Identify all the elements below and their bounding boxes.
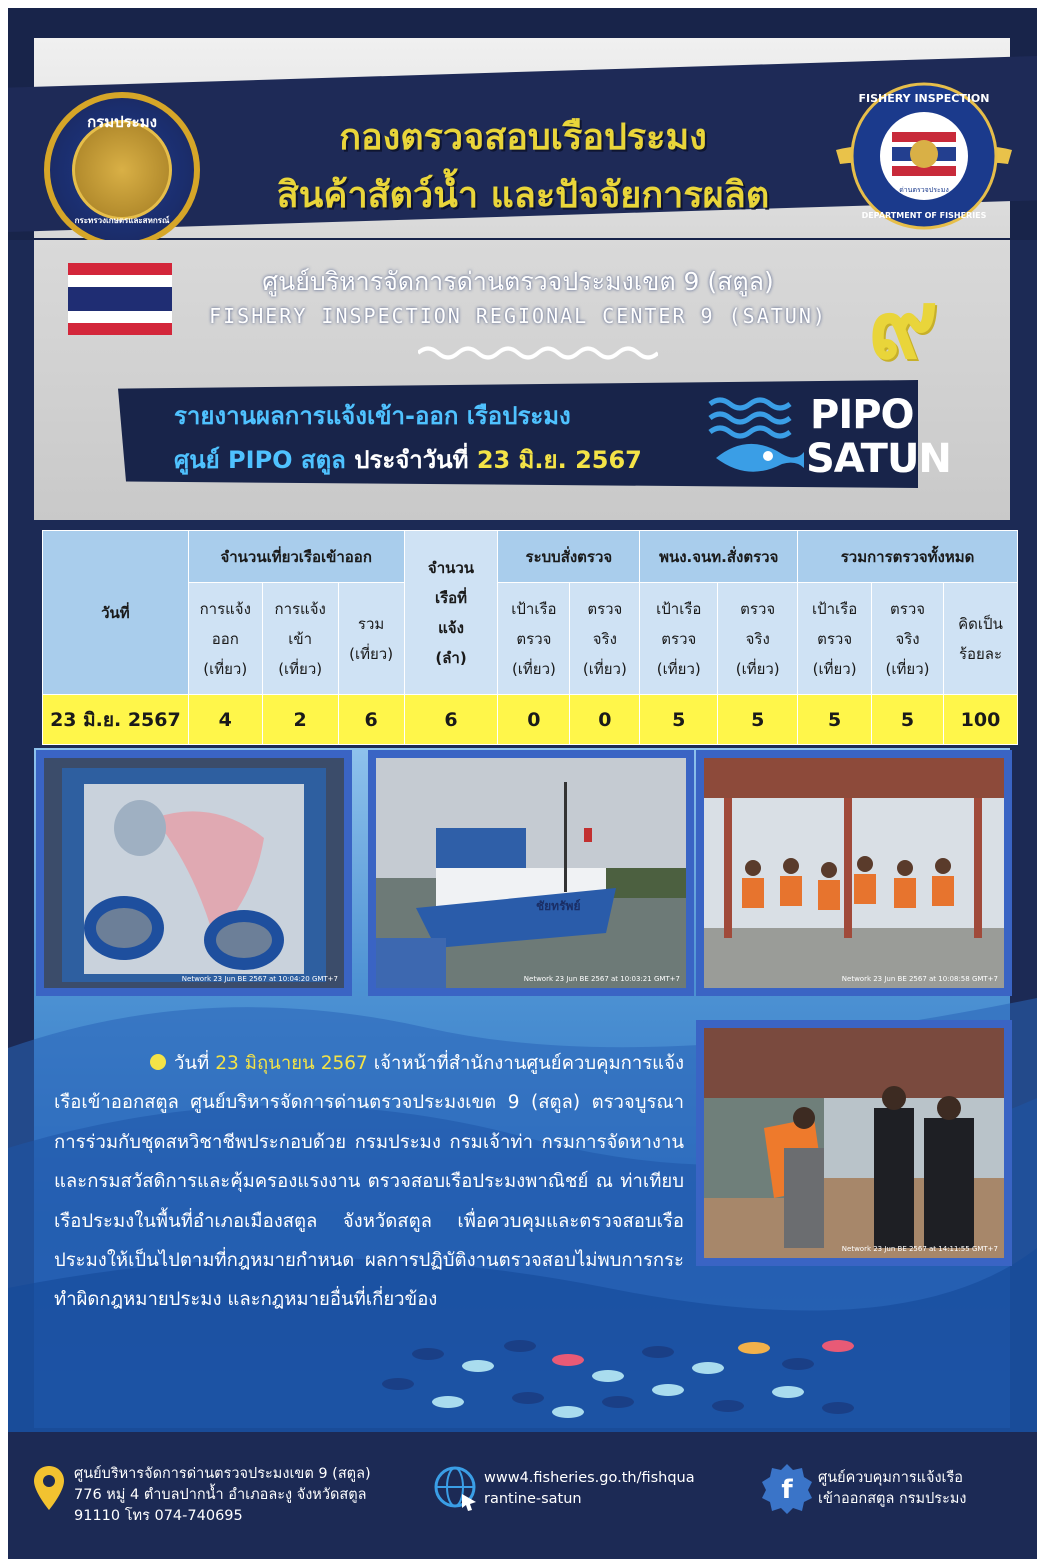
header-tot-target bbox=[798, 583, 872, 695]
report-daily-label: ประจำวันที่ bbox=[345, 446, 469, 474]
footer-facebook[interactable] bbox=[818, 1468, 967, 1510]
footer-website-l1[interactable]: www4.fisheries.go.th/fishqua bbox=[484, 1470, 695, 1486]
header-sys-actual bbox=[570, 583, 640, 695]
report-title: รายงานผลการแจ้งเข้า-ออก เรือประมง bbox=[174, 402, 571, 430]
header-total-group: รวมการตรวจทั้งหมด bbox=[798, 531, 1018, 583]
header-sys-actual-l3: (เที่ยว) bbox=[582, 659, 627, 678]
seal-bottom-text: กระทรวงเกษตรและสหกรณ์ bbox=[74, 216, 170, 225]
header-boats bbox=[404, 531, 498, 695]
pipo-satun-logo bbox=[708, 392, 951, 484]
header-in-l3: (เที่ยว) bbox=[278, 659, 323, 678]
header-title-line1: กองตรวจสอบเรือประมง bbox=[339, 117, 707, 158]
footer-facebook-l2[interactable]: เข้าออกสตูล กรมประมง bbox=[818, 1491, 967, 1507]
header-sys-target-l1: เป้าเรือ bbox=[511, 599, 557, 618]
location-pin-icon bbox=[34, 1466, 64, 1510]
header-off-actual bbox=[718, 583, 798, 695]
fish-hold-photo bbox=[44, 758, 344, 988]
report-paragraph bbox=[54, 1044, 684, 1320]
header bbox=[8, 8, 1037, 240]
header-system-group: ระบบสั่งตรวจ bbox=[498, 531, 640, 583]
cell-date: 23 มิ.ย. 2567 bbox=[43, 695, 189, 745]
header-out-l1: การแจ้ง bbox=[199, 599, 251, 618]
header-tot-target-l3: (เที่ยว) bbox=[812, 659, 857, 678]
header-off-target-l1: เป้าเรือ bbox=[656, 599, 702, 618]
seal-top-text: กรมประมง bbox=[87, 113, 157, 131]
header-sys-target bbox=[498, 583, 570, 695]
document-check-photo bbox=[704, 1028, 1004, 1258]
seal-emblem-icon bbox=[72, 120, 172, 220]
cell-pct: 100 bbox=[943, 695, 1017, 745]
cell-sum: 6 bbox=[338, 695, 404, 745]
header-sys-actual-l1: ตรวจ bbox=[587, 599, 623, 618]
globe-web-icon bbox=[434, 1466, 480, 1512]
footer-website-l2[interactable]: rantine-satun bbox=[484, 1491, 582, 1507]
header-in-l1: การแจ้ง bbox=[274, 599, 326, 618]
header-pct-l1: คิดเป็น bbox=[958, 614, 1003, 633]
inspection-summary-table bbox=[42, 530, 1018, 745]
photo-2-timestamp: Network 23 Jun BE 2567 at 10:03:21 GMT+7 bbox=[523, 975, 680, 983]
cell-in: 2 bbox=[262, 695, 338, 745]
header-tot-actual bbox=[872, 583, 944, 695]
cell-sys-actual: 0 bbox=[570, 695, 640, 745]
photo-1-timestamp: Network 23 Jun BE 2567 at 10:04:20 GMT+7 bbox=[181, 975, 338, 983]
thai-flag-icon bbox=[68, 263, 172, 335]
photo-3-timestamp: Network 23 Jun BE 2567 at 10:08:58 GMT+7 bbox=[841, 975, 998, 983]
report-date: 23 มิ.ย. 2567 bbox=[468, 446, 642, 474]
report-center-name: ศูนย์ PIPO สตูล bbox=[174, 446, 346, 474]
center-name-english: FISHERY INSPECTION REGIONAL CENTER 9 (SATUN) bbox=[209, 304, 827, 328]
header-off-target bbox=[640, 583, 718, 695]
header-sum-l2: (เที่ยว) bbox=[349, 644, 394, 663]
footer-address bbox=[74, 1464, 371, 1527]
cell-off-actual: 5 bbox=[718, 695, 798, 745]
header-boats-l4: (ลำ) bbox=[435, 648, 467, 667]
header-pct-l2: ร้อยละ bbox=[958, 644, 1003, 663]
cell-tot-actual: 5 bbox=[872, 695, 944, 745]
badge-top-text: FISHERY INSPECTION bbox=[858, 92, 990, 105]
header-sys-target-l2: ตรวจ bbox=[516, 629, 552, 648]
paragraph-body: เจ้าหน้าที่สำนักงานศูนย์ควบคุมการแจ้งเรือเข้าออกสตูล ศูนย์บริหารจัดการด่านตรวจประมงเขต 9 (สตูล) ตรวจบูรณาการร่วมกับชุดสหวิชาชีพประกอบด้วย กรมประมง กรมเจ้าท่า กรมการจัดหางาน และกรมสวัสดิการและคุ้มครองแรงงาน ตรวจสอบเรือประมงพาณิชย์ ณ ท่าเทียบเรือประมงในพื้นที่อำเภอเมืองสตูล จังหวัดสตูล เพื่อควบคุมและตรวจสอบเรือประมงให้เป็นไปตามที่กฎหมายกำหนด ผลการปฏิบัติงานตรวจสอบไม่พบการกระทำผิดกฎหมายประมง และกฎหมายอื่นที่เกี่ยวข้อง bbox=[54, 1053, 684, 1311]
header-off-target-l2: ตรวจ bbox=[661, 629, 697, 648]
header-off-actual-l1: ตรวจ bbox=[740, 599, 776, 618]
photo-fishing-boat bbox=[368, 750, 694, 996]
footer-address-l2: 776 หมู่ 4 ตำบลปากน้ำ อำเภอละงู จังหวัดสตูล bbox=[74, 1487, 367, 1503]
header-pct bbox=[943, 583, 1017, 695]
header-boats-l2: เรือที่ bbox=[434, 588, 468, 607]
photo-fish-hold bbox=[36, 750, 352, 996]
header-out-l2: ออก bbox=[211, 629, 239, 648]
photo-4-timestamp: Network 23 Jun BE 2567 at 14:11:55 GMT+7 bbox=[841, 1245, 998, 1253]
header-in-l2: เข้า bbox=[288, 629, 313, 648]
header-trips-group: จำนวนเที่ยวเรือเข้าออก bbox=[188, 531, 404, 583]
header-boats-l1: จำนวน bbox=[427, 558, 475, 577]
header-off-target-l3: (เที่ยว) bbox=[656, 659, 701, 678]
header-sum bbox=[338, 583, 404, 695]
header-sys-actual-l2: จริง bbox=[592, 629, 617, 648]
cell-out: 4 bbox=[188, 695, 262, 745]
header-off-actual-l2: จริง bbox=[745, 629, 770, 648]
cell-sys-target: 0 bbox=[498, 695, 570, 745]
wave-divider-icon bbox=[418, 344, 658, 362]
header-tot-target-l2: ตรวจ bbox=[817, 629, 853, 648]
boat-name-text: ชัยทรัพย์ bbox=[536, 899, 581, 913]
table-row bbox=[43, 695, 1018, 745]
header-title-line2: สินค้าสัตว์น้ำ และปัจจัยการผลิต bbox=[276, 175, 770, 216]
header-in bbox=[262, 583, 338, 695]
poster bbox=[8, 8, 1037, 1559]
header-sys-target-l3: (เที่ยว) bbox=[511, 659, 556, 678]
header-off-actual-l3: (เที่ยว) bbox=[735, 659, 780, 678]
cell-boats: 6 bbox=[404, 695, 498, 745]
center-name-thai: ศูนย์บริหารจัดการด่านตรวจประมงเขต 9 (สตูล) bbox=[262, 267, 774, 296]
header-tot-actual-l3: (เที่ยว) bbox=[885, 659, 930, 678]
svg-text:f: f bbox=[781, 1475, 793, 1505]
header-tot-actual-l1: ตรวจ bbox=[890, 599, 926, 618]
footer-address-l3: 91110 โทร 074-740695 bbox=[74, 1508, 243, 1524]
fishing-boat-photo bbox=[376, 758, 686, 988]
header-sum-l1: รวม bbox=[357, 614, 385, 633]
photo-document-check bbox=[696, 1020, 1012, 1266]
region-numeral: ๙ bbox=[868, 267, 939, 380]
bullet-dot-icon bbox=[150, 1054, 166, 1070]
facebook-icon[interactable] bbox=[760, 1462, 814, 1516]
header-tot-target-l1: เป้าเรือ bbox=[811, 599, 858, 618]
photo-crew-lineup bbox=[696, 750, 1012, 996]
footer-address-l1: ศูนย์บริหารจัดการด่านตรวจประมงเขต 9 (สตูล) bbox=[74, 1466, 371, 1482]
paragraph-lead: วันที่ bbox=[174, 1053, 216, 1074]
header-out bbox=[188, 583, 262, 695]
footer bbox=[8, 1432, 1037, 1559]
badge-bottom-text: DEPARTMENT OF FISHERIES bbox=[861, 211, 987, 220]
header-out-l3: (เที่ยว) bbox=[203, 659, 248, 678]
satun-logo-text: SATUN bbox=[806, 436, 951, 482]
header-boats-l3: แจ้ง bbox=[438, 618, 464, 637]
footer-website[interactable] bbox=[484, 1468, 695, 1510]
header-date: วันที่ bbox=[43, 531, 189, 695]
badge-center-text: ด่านตรวจประมง bbox=[899, 186, 949, 194]
crew-lineup-photo bbox=[704, 758, 1004, 988]
header-officer-group: พนง.จนท.สั่งตรวจ bbox=[640, 531, 798, 583]
fishery-inspection-badge-logo bbox=[836, 80, 1012, 230]
pipo-logo-text: PIPO bbox=[810, 392, 914, 438]
report-subtitle bbox=[174, 440, 714, 479]
cell-tot-target: 5 bbox=[798, 695, 872, 745]
header-tot-actual-l2: จริง bbox=[895, 629, 920, 648]
paragraph-date: 23 มิถุนายน 2567 bbox=[215, 1053, 368, 1074]
cell-off-target: 5 bbox=[640, 695, 718, 745]
footer-facebook-l1[interactable]: ศูนย์ควบคุมการแจ้งเรือ bbox=[818, 1470, 963, 1486]
